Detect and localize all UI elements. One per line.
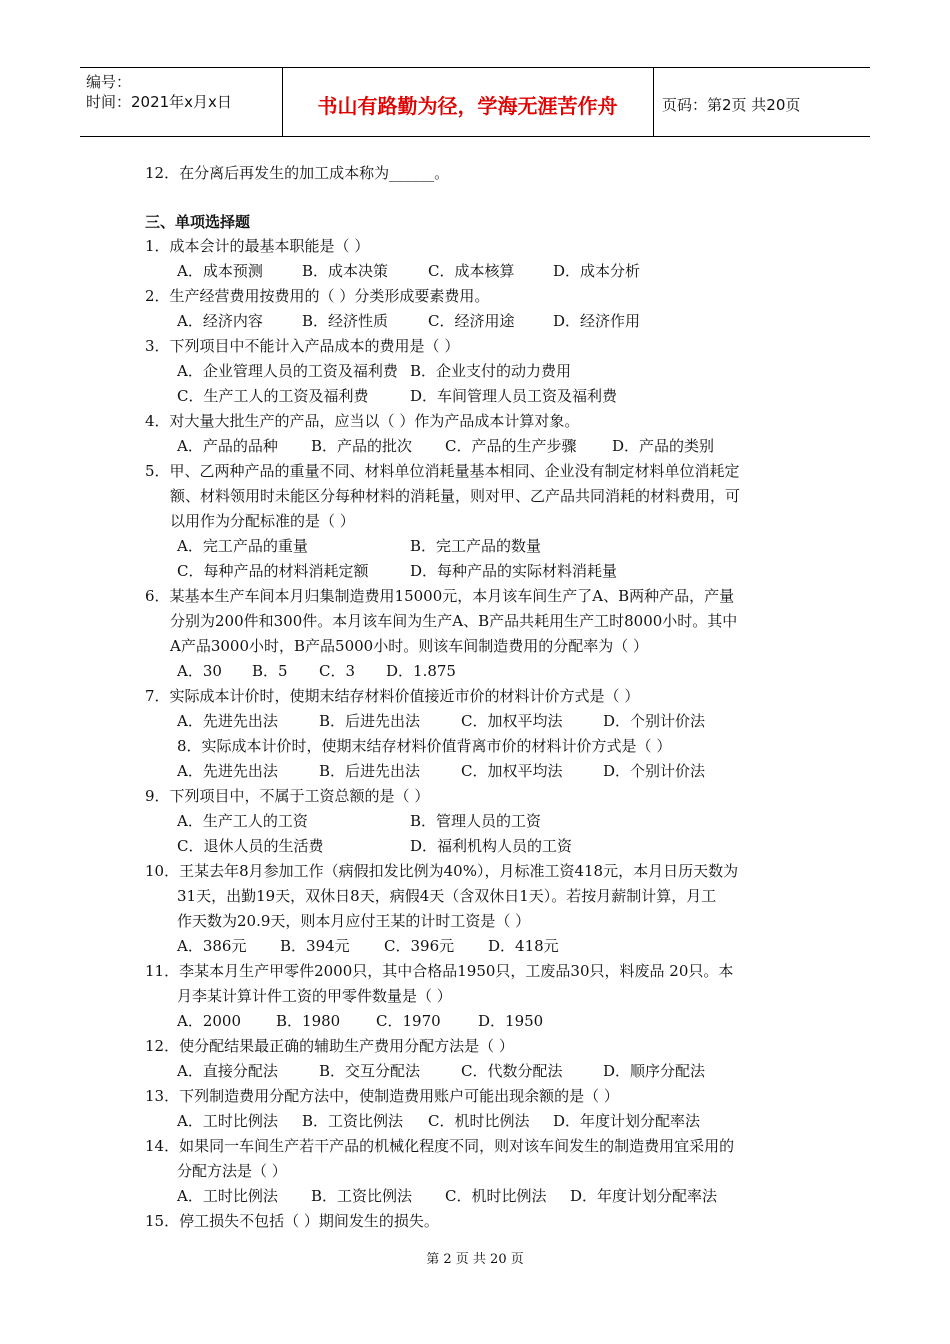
option-b: B．经济性质 bbox=[302, 312, 389, 330]
option-c: C．加权平均法 bbox=[461, 762, 563, 780]
option-c: C．退休人员的生活费 bbox=[177, 837, 324, 855]
option-c: C．1970 bbox=[376, 1012, 441, 1030]
option-a: A．生产工人的工资 bbox=[177, 812, 308, 830]
option-d: D．产品的类别 bbox=[612, 437, 715, 455]
date-label: 时间：2021年x月x日 bbox=[86, 93, 232, 111]
option-c: C．成本核算 bbox=[428, 262, 515, 280]
option-b: B．工资比例法 bbox=[311, 1187, 413, 1205]
option-d: D．个别计价法 bbox=[603, 762, 706, 780]
option-a: A．产品的品种 bbox=[177, 437, 278, 455]
option-b: B．交互分配法 bbox=[319, 1062, 421, 1080]
option-b: B．产品的批次 bbox=[311, 437, 413, 455]
question-stem: 2．生产经营费用按费用的（ ）分类形成要素费用。 bbox=[145, 287, 490, 305]
option-b: B．完工产品的数量 bbox=[410, 537, 542, 555]
option-c: C．机时比例法 bbox=[445, 1187, 547, 1205]
option-a: A．工时比例法 bbox=[177, 1187, 278, 1205]
question-stem: 额、材料领用时未能区分每种材料的消耗量，则对甲、乙产品共同消耗的材料费用，可 bbox=[170, 487, 741, 505]
header-page-info: 页码：第2页 共20页 bbox=[662, 96, 801, 114]
question-stem: 以用作为分配标准的是（ ） bbox=[170, 512, 355, 530]
option-d: D．顺序分配法 bbox=[603, 1062, 706, 1080]
header-motto: 书山有路勤为径，学海无涯苦作舟 bbox=[317, 94, 618, 118]
option-b: B．工资比例法 bbox=[302, 1112, 404, 1130]
option-a: A．先进先出法 bbox=[177, 712, 278, 730]
question-stem: 6．某基本生产车间本月归集制造费用15000元，本月该车间生产了A、B两种产品，产量 bbox=[145, 587, 735, 605]
option-c: C．每种产品的材料消耗定额 bbox=[177, 562, 369, 580]
option-c: C．生产工人的工资及福利费 bbox=[177, 387, 369, 405]
option-b: B．管理人员的工资 bbox=[410, 812, 542, 830]
question-stem: 14．如果同一车间生产若干产品的机械化程度不同，则对该车间发生的制造费用宜采用的 bbox=[145, 1137, 735, 1155]
question-stem: 1．成本会计的最基本职能是（ ） bbox=[145, 237, 370, 255]
option-a: A．企业管理人员的工资及福利费 bbox=[177, 362, 398, 380]
option-d: D．年度计划分配率法 bbox=[570, 1187, 718, 1205]
option-a: A．经济内容 bbox=[177, 312, 263, 330]
option-d: D．1.875 bbox=[386, 662, 456, 680]
option-a: A．成本预测 bbox=[177, 262, 263, 280]
option-a: A．完工产品的重量 bbox=[177, 537, 308, 555]
question-stem: 31天，出勤19天，双休日8天，病假4天（含双休日1天）。若按月薪制计算，月工 bbox=[177, 887, 717, 905]
question-stem: 作天数为20.9天，则本月应付王某的计时工资是（ ） bbox=[177, 912, 531, 930]
option-d: D．418元 bbox=[488, 937, 559, 955]
option-d: D．福利机构人员的工资 bbox=[410, 837, 573, 855]
option-a: A．2000 bbox=[177, 1012, 242, 1030]
question-stem: 5．甲、乙两种产品的重量不同、材料单位消耗量基本相同、企业没有制定材料单位消耗定 bbox=[145, 462, 740, 480]
option-b: B．成本决策 bbox=[302, 262, 389, 280]
option-d: D．每种产品的实际材料消耗量 bbox=[410, 562, 618, 580]
option-a: A．先进先出法 bbox=[177, 762, 278, 780]
option-d: D．经济作用 bbox=[553, 312, 641, 330]
option-d: D．年度计划分配率法 bbox=[553, 1112, 701, 1130]
option-b: B．394元 bbox=[280, 937, 350, 955]
option-d: D．1950 bbox=[478, 1012, 544, 1030]
question-stem: 13．下列制造费用分配方法中，使制造费用账户可能出现余额的是（ ） bbox=[145, 1087, 619, 1105]
code-label: 编号： bbox=[86, 73, 132, 91]
question-stem: 分别为200件和300件。本月该车间为生产A、B产品共耗用生产工时8000小时。其中 bbox=[170, 612, 738, 630]
option-c: C．396元 bbox=[384, 937, 455, 955]
option-c: C．加权平均法 bbox=[461, 712, 563, 730]
option-c: C．产品的生产步骤 bbox=[445, 437, 577, 455]
page-footer: 第 2 页 共 20 页 bbox=[426, 1252, 524, 1267]
question-stem: 15．停工损失不包括（ ）期间发生的损失。 bbox=[145, 1212, 439, 1230]
option-c: C．经济用途 bbox=[428, 312, 515, 330]
question-stem: 11．李某本月生产甲零件2000只，其中合格品1950只，工废品30只，料废品 20只。本 bbox=[145, 962, 734, 980]
option-b: B．企业支付的动力费用 bbox=[410, 362, 572, 380]
question-stem: 4．对大量大批生产的产品，应当以（ ）作为产品成本计算对象。 bbox=[145, 412, 580, 430]
question-stem: 12．使分配结果最正确的辅助生产费用分配方法是（ ） bbox=[145, 1037, 514, 1055]
option-a: A．工时比例法 bbox=[177, 1112, 278, 1130]
option-c: C．3 bbox=[319, 662, 356, 680]
fill-in-question-12: 12．在分离后再发生的加工成本称为______。 bbox=[145, 164, 450, 182]
section-title: 三、单项选择题 bbox=[145, 213, 251, 231]
option-c: C．代数分配法 bbox=[461, 1062, 563, 1080]
question-stem: 3．下列项目中不能计入产品成本的费用是（ ） bbox=[145, 337, 460, 355]
option-b: B．5 bbox=[252, 662, 288, 680]
question-stem: 9．下列项目中，不属于工资总额的是（ ） bbox=[145, 787, 430, 805]
option-d: D．车间管理人员工资及福利费 bbox=[410, 387, 618, 405]
question-stem: 10．王某去年8月参加工作（病假扣发比例为40%），月标准工资418元，本月日历天数为 bbox=[145, 862, 739, 880]
question-stem: 8．实际成本计价时，使期末结存材料价值背离市价的材料计价方式是（ ） bbox=[177, 737, 672, 755]
option-b: B．1980 bbox=[276, 1012, 341, 1030]
option-b: B．后进先出法 bbox=[319, 762, 421, 780]
option-b: B．后进先出法 bbox=[319, 712, 421, 730]
question-stem: 月李某计算计件工资的甲零件数量是（ ） bbox=[177, 987, 452, 1005]
question-stem: A产品3000小时，B产品5000小时。则该车间制造费用的分配率为（ ） bbox=[170, 637, 648, 655]
option-d: D．成本分析 bbox=[553, 262, 641, 280]
option-a: A．30 bbox=[177, 662, 222, 680]
question-stem: 7．实际成本计价时，使期末结存材料价值接近市价的材料计价方式是（ ） bbox=[145, 687, 640, 705]
option-d: D．个别计价法 bbox=[603, 712, 706, 730]
option-a: A．直接分配法 bbox=[177, 1062, 278, 1080]
option-c: C．机时比例法 bbox=[428, 1112, 530, 1130]
question-stem: 分配方法是（ ） bbox=[177, 1162, 287, 1180]
option-a: A．386元 bbox=[177, 937, 247, 955]
